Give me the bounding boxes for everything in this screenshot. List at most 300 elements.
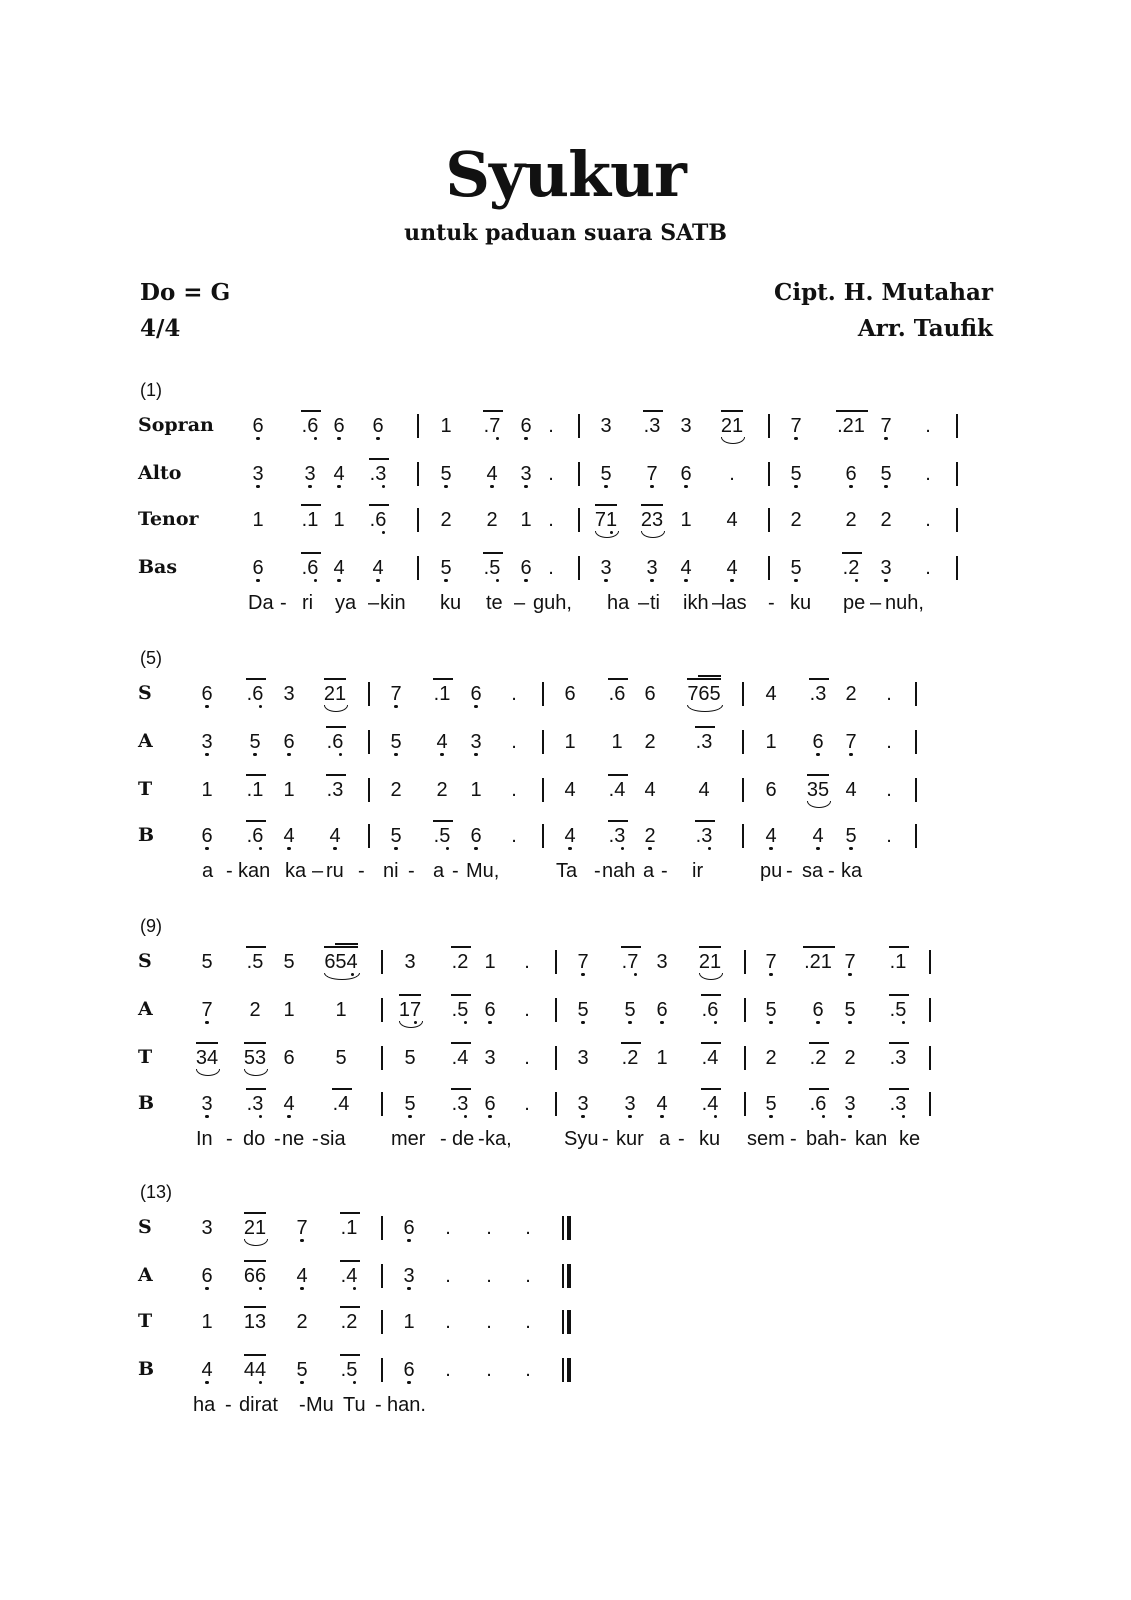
beam <box>324 946 358 948</box>
octave-dot <box>337 485 340 488</box>
lyric-syllable: te <box>486 592 503 614</box>
note: 3 <box>880 557 892 579</box>
lyric-syllable: Mu <box>306 1394 334 1416</box>
octave-dot <box>205 753 208 756</box>
octave-dot <box>794 437 797 440</box>
note: 7 <box>790 415 802 437</box>
bar-line <box>542 824 544 848</box>
lyric-syllable: ha <box>607 592 630 614</box>
note: 5 <box>577 999 589 1021</box>
lyric-syllable: a <box>202 860 214 882</box>
note: 4 <box>486 463 498 485</box>
lyric-syllable: - <box>840 1128 847 1150</box>
note: .4 <box>701 1093 719 1115</box>
lyric-syllable: sia <box>320 1128 346 1150</box>
octave-dot <box>684 485 687 488</box>
note: 1 <box>765 731 777 753</box>
note: 5 <box>624 999 636 1021</box>
lyric-syllable: de <box>452 1128 475 1150</box>
note: . <box>511 825 517 847</box>
song-subtitle: untuk paduan suara SATB <box>404 220 727 246</box>
note: 2 <box>486 509 498 531</box>
note: .4 <box>332 1093 350 1115</box>
note: 5 <box>296 1359 308 1381</box>
beam <box>451 994 471 996</box>
lyric-syllable: kin <box>380 592 406 614</box>
note: 6 <box>765 779 777 801</box>
beam <box>836 410 868 412</box>
octave-dot <box>660 1021 663 1024</box>
bar-line <box>929 998 931 1022</box>
note: 7 <box>880 415 892 437</box>
note: 34 <box>195 1047 219 1069</box>
bar-line <box>368 730 370 754</box>
note: 6 <box>812 999 824 1021</box>
slur <box>699 973 723 980</box>
note: .3 <box>326 779 344 801</box>
lyric-syllable: las <box>721 592 747 614</box>
note: .5 <box>433 825 451 847</box>
note: 1 <box>252 509 264 531</box>
beam <box>641 504 663 506</box>
note: 5 <box>440 557 452 579</box>
note: 1 <box>201 1311 213 1333</box>
octave-dot <box>464 1021 467 1024</box>
note: .6 <box>246 683 264 705</box>
note: 6 <box>656 999 668 1021</box>
lyric-syllable: ti <box>650 592 660 614</box>
lyric-syllable: - <box>786 860 793 882</box>
measure-number: (9) <box>140 916 162 936</box>
lyric-syllable: Da <box>248 592 274 614</box>
note: 3 <box>577 1093 589 1115</box>
note: 2 <box>440 509 452 531</box>
beam <box>340 1212 360 1214</box>
note: .6 <box>608 683 626 705</box>
note: 4 <box>656 1093 668 1115</box>
note: 6 <box>520 415 532 437</box>
lyric-syllable: kan <box>855 1128 888 1150</box>
note: . <box>729 463 735 485</box>
octave-dot <box>339 753 342 756</box>
note: 1 <box>283 999 295 1021</box>
octave-dot <box>496 579 499 582</box>
bar-line <box>742 730 744 754</box>
note: 2 <box>845 683 857 705</box>
note: 5 <box>765 999 777 1021</box>
beam <box>695 820 715 822</box>
note: 7 <box>390 683 402 705</box>
lyric-syllable: - <box>408 860 415 882</box>
note: 3 <box>577 1047 589 1069</box>
octave-dot <box>816 1021 819 1024</box>
lyric-syllable: – <box>312 860 324 882</box>
octave-dot <box>287 1115 290 1118</box>
note: 6 <box>403 1217 415 1239</box>
octave-dot <box>604 579 607 582</box>
note: 3 <box>283 683 295 705</box>
beam <box>326 726 346 728</box>
bar-line <box>381 998 383 1022</box>
octave-dot <box>822 1115 825 1118</box>
note: 5 <box>404 1093 416 1115</box>
note: 5 <box>790 463 802 485</box>
lyric-syllable: - <box>440 1128 447 1150</box>
octave-dot <box>407 1381 410 1384</box>
note: 3 <box>470 731 482 753</box>
bar-line <box>555 1046 557 1070</box>
note: 5 <box>845 825 857 847</box>
voice-label: A <box>138 730 153 752</box>
beam <box>244 1306 266 1308</box>
beam <box>433 820 453 822</box>
note: 6 <box>680 463 692 485</box>
voice-label: B <box>138 824 155 846</box>
note: 44 <box>243 1359 267 1381</box>
note: 3 <box>304 463 316 485</box>
lyric-syllable: – <box>638 592 650 614</box>
octave-dot <box>353 1287 356 1290</box>
note: 3 <box>600 415 612 437</box>
note: 2 <box>845 509 857 531</box>
bar-line <box>381 1310 383 1334</box>
bar-line <box>578 462 580 486</box>
lyric-syllable: nuh, <box>885 592 924 614</box>
beam <box>643 410 663 412</box>
beam <box>196 1042 218 1044</box>
note: 3 <box>680 415 692 437</box>
lyric-syllable: Tu <box>343 1394 366 1416</box>
octave-dot <box>287 753 290 756</box>
octave-dot <box>849 847 852 850</box>
note: 5 <box>600 463 612 485</box>
octave-dot <box>308 485 311 488</box>
octave-dot <box>394 705 397 708</box>
lyric-syllable: ka <box>841 860 863 882</box>
beam <box>340 1354 360 1356</box>
bar-line <box>929 1046 931 1070</box>
octave-dot <box>446 847 449 850</box>
note: .2 <box>842 557 860 579</box>
note: . <box>486 1359 492 1381</box>
lyric-syllable: ka <box>285 860 307 882</box>
beam <box>244 1260 266 1262</box>
bar-line <box>417 556 419 580</box>
note: .3 <box>695 825 713 847</box>
lyric-syllable: ru <box>326 860 344 882</box>
note: .2 <box>340 1311 358 1333</box>
octave-dot <box>205 1287 208 1290</box>
octave-dot <box>253 753 256 756</box>
note: 5 <box>390 731 402 753</box>
note: 66 <box>243 1265 267 1287</box>
lyric-syllable: - <box>226 1128 233 1150</box>
octave-dot <box>394 847 397 850</box>
octave-dot <box>769 847 772 850</box>
octave-dot <box>407 1287 410 1290</box>
note: 2 <box>644 731 656 753</box>
final-bar-line <box>562 1264 573 1288</box>
note: . <box>886 825 892 847</box>
beam <box>699 946 721 948</box>
composer-credit: Cipt. H. Mutahar <box>774 279 993 306</box>
octave-dot <box>581 1115 584 1118</box>
beam <box>301 504 321 506</box>
note: 1 <box>470 779 482 801</box>
voice-label: T <box>138 778 153 800</box>
octave-dot <box>621 847 624 850</box>
lyric-syllable: ku <box>790 592 812 614</box>
bar-line <box>768 556 770 580</box>
voice-label: A <box>138 998 153 1020</box>
note: .6 <box>701 999 719 1021</box>
beam <box>608 678 628 680</box>
lyric-syllable: - <box>602 1128 609 1150</box>
note: 4 <box>283 1093 295 1115</box>
lyric-syllable: do <box>243 1128 266 1150</box>
octave-dot <box>816 847 819 850</box>
note: .2 <box>621 1047 639 1069</box>
octave-dot <box>650 579 653 582</box>
note: 3 <box>201 1217 213 1239</box>
note: 1 <box>680 509 692 531</box>
octave-dot <box>464 1115 467 1118</box>
beam <box>807 774 829 776</box>
note: 21 <box>323 683 347 705</box>
note: 23 <box>640 509 664 531</box>
voice-label: Bas <box>138 556 178 578</box>
octave-dot <box>769 973 772 976</box>
note: . <box>525 1265 531 1287</box>
lyric-syllable: – <box>712 592 724 614</box>
note: .3 <box>809 683 827 705</box>
lyric-syllable: Syu <box>564 1128 599 1150</box>
beam <box>889 1088 909 1090</box>
voice-label: Tenor <box>138 508 199 530</box>
octave-dot <box>488 1021 491 1024</box>
final-bar-line <box>562 1358 573 1382</box>
octave-dot <box>408 1115 411 1118</box>
note: 4 <box>812 825 824 847</box>
bar-line <box>929 950 931 974</box>
beam <box>324 678 346 680</box>
beam <box>246 820 266 822</box>
note: 5 <box>283 951 295 973</box>
note: 6 <box>484 1093 496 1115</box>
octave-dot <box>259 847 262 850</box>
lyric-syllable: pe <box>843 592 866 614</box>
note: 4 <box>726 509 738 531</box>
bar-line <box>578 414 580 438</box>
octave-dot <box>205 705 208 708</box>
note: . <box>925 415 931 437</box>
note: 5 <box>201 951 213 973</box>
note: 2 <box>765 1047 777 1069</box>
note: 6 <box>470 825 482 847</box>
note: 2 <box>296 1311 308 1333</box>
note: 5 <box>790 557 802 579</box>
bar-line <box>929 1092 931 1116</box>
octave-dot <box>714 1021 717 1024</box>
note: .3 <box>889 1093 907 1115</box>
note: 2 <box>390 779 402 801</box>
octave-dot <box>256 437 259 440</box>
octave-dot <box>259 1381 262 1384</box>
bar-line <box>956 414 958 438</box>
voice-label: Alto <box>138 462 182 484</box>
note: . <box>925 557 931 579</box>
note: . <box>511 779 517 801</box>
time-signature: 4/4 <box>140 315 181 342</box>
note: .5 <box>246 951 264 973</box>
lyric-syllable: a <box>433 860 445 882</box>
beam <box>595 504 617 506</box>
lyric-syllable: ke <box>899 1128 921 1150</box>
song-title: Syukur <box>445 138 686 211</box>
beam <box>369 458 389 460</box>
note: 5 <box>390 825 402 847</box>
note: 5 <box>844 999 856 1021</box>
voice-label: S <box>138 682 152 704</box>
note: 1 <box>335 999 347 1021</box>
bar-line <box>417 414 419 438</box>
bar-line <box>742 682 744 706</box>
note: .6 <box>246 825 264 847</box>
bar-line <box>368 778 370 802</box>
note: 13 <box>243 1311 267 1333</box>
note: .21 <box>804 951 832 973</box>
note: 3 <box>403 1265 415 1287</box>
octave-dot <box>581 1021 584 1024</box>
voice-label: B <box>138 1358 155 1380</box>
bar-line <box>768 508 770 532</box>
note: 2 <box>436 779 448 801</box>
lyric-syllable: - <box>225 1394 232 1416</box>
octave-dot <box>333 847 336 850</box>
octave-dot <box>474 705 477 708</box>
note: 6 <box>252 415 264 437</box>
octave-dot <box>708 847 711 850</box>
note: . <box>511 683 517 705</box>
note: . <box>524 1047 530 1069</box>
bar-line <box>915 824 917 848</box>
note: 6 <box>812 731 824 753</box>
octave-dot <box>205 1381 208 1384</box>
note: .6 <box>301 415 319 437</box>
octave-dot <box>902 1115 905 1118</box>
note: .1 <box>340 1217 358 1239</box>
octave-dot <box>730 579 733 582</box>
note: 6 <box>520 557 532 579</box>
bar-line <box>381 1092 383 1116</box>
note: 2 <box>790 509 802 531</box>
octave-dot <box>205 1021 208 1024</box>
note: 2 <box>844 1047 856 1069</box>
note: 4 <box>698 779 710 801</box>
beam <box>809 1088 829 1090</box>
voice-label: B <box>138 1092 155 1114</box>
beam <box>701 1088 721 1090</box>
octave-dot <box>714 1115 717 1118</box>
lyric-syllable: Mu, <box>466 860 500 882</box>
octave-dot <box>769 1021 772 1024</box>
bar-line <box>744 998 746 1022</box>
voice-label: S <box>138 950 152 972</box>
octave-dot <box>848 1021 851 1024</box>
note: . <box>445 1217 451 1239</box>
note: .5 <box>340 1359 358 1381</box>
beam <box>483 410 503 412</box>
note: 7 <box>646 463 658 485</box>
bar-line <box>742 778 744 802</box>
bar-line <box>381 950 383 974</box>
bar-line <box>744 1092 746 1116</box>
note: 4 <box>201 1359 213 1381</box>
octave-dot <box>524 437 527 440</box>
bar-line <box>578 556 580 580</box>
note: . <box>548 415 554 437</box>
octave-dot <box>490 485 493 488</box>
note: 3 <box>624 1093 636 1115</box>
octave-dot <box>474 753 477 756</box>
lyric-syllable: ri <box>302 592 314 614</box>
note: 21 <box>720 415 744 437</box>
beam <box>889 946 909 948</box>
beam <box>340 1260 360 1262</box>
octave-dot <box>259 705 262 708</box>
bar-line <box>417 508 419 532</box>
beam <box>483 552 503 554</box>
note: 53 <box>243 1047 267 1069</box>
beam <box>433 678 453 680</box>
note: . <box>525 1359 531 1381</box>
note: 1 <box>333 509 345 531</box>
octave-dot <box>902 1021 905 1024</box>
octave-dot <box>581 973 584 976</box>
lyric-syllable: sem <box>747 1128 785 1150</box>
note: . <box>925 463 931 485</box>
note: 4 <box>333 557 345 579</box>
note: 6 <box>201 825 213 847</box>
note: 3 <box>656 951 668 973</box>
lyric-syllable: dirat <box>239 1394 278 1416</box>
beam <box>301 552 321 554</box>
note: 1 <box>201 779 213 801</box>
note: . <box>486 1265 492 1287</box>
beam <box>246 1088 266 1090</box>
note: 3 <box>201 1093 213 1115</box>
measure-number: (5) <box>140 648 162 668</box>
lyric-syllable: a <box>659 1128 671 1150</box>
voice-label: Sopran <box>138 414 214 436</box>
note: 4 <box>765 683 777 705</box>
measure-number: (1) <box>140 380 162 400</box>
octave-dot <box>684 579 687 582</box>
beam <box>621 1042 641 1044</box>
octave-dot <box>474 847 477 850</box>
beam <box>244 1354 266 1356</box>
note: 5 <box>249 731 261 753</box>
beam <box>451 1042 471 1044</box>
note: . <box>525 1311 531 1333</box>
bar-line <box>742 824 744 848</box>
slur <box>687 705 723 712</box>
beam <box>803 946 835 948</box>
octave-dot <box>848 1115 851 1118</box>
note: 3 <box>484 1047 496 1069</box>
octave-dot <box>816 753 819 756</box>
beam <box>809 1042 829 1044</box>
